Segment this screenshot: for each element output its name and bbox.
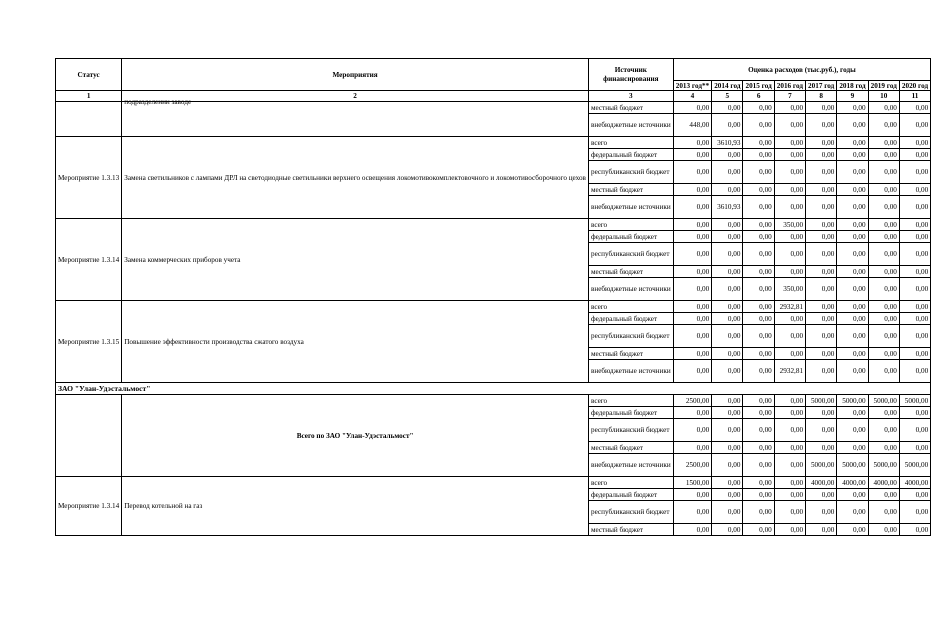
amount-cell: 0,00 xyxy=(806,524,837,536)
amount-cell: 0,00 xyxy=(806,419,837,442)
amount-cell: 0,00 xyxy=(774,196,805,219)
column-number: 1 xyxy=(56,91,122,102)
amount-cell: 5000,00 xyxy=(837,454,868,477)
column-number: 2 xyxy=(122,91,589,102)
event-status: Мероприятие 1.3.14 xyxy=(56,477,122,536)
amount-cell: 0,00 xyxy=(774,407,805,419)
amount-cell: 0,00 xyxy=(868,114,899,137)
amount-cell: 0,00 xyxy=(673,501,711,524)
amount-cell: 0,00 xyxy=(673,407,711,419)
amount-cell: 0,00 xyxy=(899,137,930,149)
amount-cell: 5000,00 xyxy=(806,395,837,407)
funding-source: внебюджетные источники xyxy=(588,454,673,477)
event-name: Повышение эффективности производства сжатого воздуха xyxy=(122,301,589,383)
amount-cell: 0,00 xyxy=(712,325,743,348)
amount-cell: 0,00 xyxy=(806,313,837,325)
amount-cell: 0,00 xyxy=(868,266,899,278)
funding-source: всего xyxy=(588,301,673,313)
amount-cell: 0,00 xyxy=(743,407,774,419)
amount-cell: 0,00 xyxy=(868,348,899,360)
amount-cell: 0,00 xyxy=(837,231,868,243)
amount-cell: 0,00 xyxy=(743,219,774,231)
org-total-label: Всего по ЗАО "Улан-Удэстальмост" xyxy=(122,395,589,477)
table-row xyxy=(56,301,931,313)
amount-cell: 5000,00 xyxy=(899,395,930,407)
amount-cell: 0,00 xyxy=(673,348,711,360)
amount-cell: 0,00 xyxy=(899,313,930,325)
amount-cell: 5000,00 xyxy=(868,395,899,407)
amount-cell: 0,00 xyxy=(743,301,774,313)
amount-cell: 0,00 xyxy=(868,442,899,454)
amount-cell: 0,00 xyxy=(806,301,837,313)
funding-source: местный бюджет xyxy=(588,348,673,360)
amount-cell: 0,00 xyxy=(774,313,805,325)
funding-source: местный бюджет xyxy=(588,524,673,536)
amount-cell: 0,00 xyxy=(837,114,868,137)
column-number: 6 xyxy=(743,91,774,102)
funding-source: внебюджетные источники xyxy=(588,278,673,301)
funding-source: республиканский бюджет xyxy=(588,161,673,184)
amount-cell: 0,00 xyxy=(837,102,868,114)
amount-cell: 0,00 xyxy=(837,419,868,442)
amount-cell: 0,00 xyxy=(743,266,774,278)
amount-cell: 0,00 xyxy=(837,524,868,536)
funding-source: внебюджетные источники xyxy=(588,114,673,137)
amount-cell: 0,00 xyxy=(774,489,805,501)
amount-cell: 0,00 xyxy=(774,102,805,114)
amount-cell: 0,00 xyxy=(806,231,837,243)
amount-cell: 0,00 xyxy=(899,442,930,454)
amount-cell: 0,00 xyxy=(743,102,774,114)
amount-cell: 0,00 xyxy=(899,407,930,419)
amount-cell: 0,00 xyxy=(837,266,868,278)
amount-cell: 0,00 xyxy=(868,501,899,524)
amount-cell: 0,00 xyxy=(712,301,743,313)
amount-cell: 350,00 xyxy=(774,219,805,231)
amount-cell: 0,00 xyxy=(712,477,743,489)
amount-cell: 0,00 xyxy=(868,149,899,161)
amount-cell: 0,00 xyxy=(712,442,743,454)
amount-cell: 0,00 xyxy=(899,301,930,313)
amount-cell: 0,00 xyxy=(743,196,774,219)
funding-source: федеральный бюджет xyxy=(588,231,673,243)
event-name: Перевод котельной на газ xyxy=(122,477,589,536)
header-source: Источник финансирования xyxy=(588,59,673,91)
amount-cell: 0,00 xyxy=(837,149,868,161)
amount-cell: 0,00 xyxy=(837,137,868,149)
funding-source: республиканский бюджет xyxy=(588,243,673,266)
amount-cell: 0,00 xyxy=(774,524,805,536)
amount-cell: 0,00 xyxy=(743,348,774,360)
amount-cell: 0,00 xyxy=(673,149,711,161)
amount-cell: 0,00 xyxy=(899,348,930,360)
amount-cell: 0,00 xyxy=(743,243,774,266)
amount-cell: 0,00 xyxy=(673,219,711,231)
org-row xyxy=(56,383,931,395)
amount-cell: 0,00 xyxy=(743,489,774,501)
funding-source: местный бюджет xyxy=(588,442,673,454)
amount-cell: 0,00 xyxy=(774,149,805,161)
amount-cell: 0,00 xyxy=(712,348,743,360)
amount-cell: 0,00 xyxy=(837,313,868,325)
amount-cell: 0,00 xyxy=(743,313,774,325)
amount-cell: 0,00 xyxy=(806,442,837,454)
amount-cell: 0,00 xyxy=(673,102,711,114)
amount-cell: 350,00 xyxy=(774,278,805,301)
funding-source: внебюджетные источники xyxy=(588,196,673,219)
amount-cell: 0,00 xyxy=(868,161,899,184)
amount-cell: 0,00 xyxy=(899,489,930,501)
event-name: Замена коммерческих приборов учета xyxy=(122,219,589,301)
amount-cell: 0,00 xyxy=(837,301,868,313)
amount-cell: 0,00 xyxy=(673,243,711,266)
amount-cell: 0,00 xyxy=(712,149,743,161)
amount-cell: 0,00 xyxy=(774,325,805,348)
event-status: Мероприятие 1.3.14 xyxy=(56,219,122,301)
amount-cell: 0,00 xyxy=(673,419,711,442)
amount-cell: 0,00 xyxy=(806,501,837,524)
amount-cell: 0,00 xyxy=(899,266,930,278)
amount-cell: 4000,00 xyxy=(806,477,837,489)
amount-cell: 0,00 xyxy=(837,360,868,383)
table-row xyxy=(56,102,931,114)
amount-cell: 0,00 xyxy=(774,442,805,454)
amount-cell: 0,00 xyxy=(868,325,899,348)
event-cell-cont xyxy=(122,98,589,137)
amount-cell: 0,00 xyxy=(743,419,774,442)
amount-cell: 0,00 xyxy=(774,161,805,184)
table-row xyxy=(56,395,931,407)
amount-cell: 0,00 xyxy=(899,219,930,231)
header-year: 2020 год xyxy=(899,81,930,91)
amount-cell: 0,00 xyxy=(673,524,711,536)
column-number: 3 xyxy=(588,91,673,102)
status-cell-cont xyxy=(56,102,122,137)
funding-source: всего xyxy=(588,477,673,489)
funding-source: внебюджетные источники xyxy=(588,360,673,383)
amount-cell: 0,00 xyxy=(712,219,743,231)
amount-cell: 0,00 xyxy=(743,395,774,407)
amount-cell: 0,00 xyxy=(868,301,899,313)
cut-event-text: подразделении заводе xyxy=(124,98,192,106)
amount-cell: 4000,00 xyxy=(868,477,899,489)
amount-cell: 0,00 xyxy=(712,454,743,477)
amount-cell: 0,00 xyxy=(868,419,899,442)
amount-cell: 0,00 xyxy=(806,219,837,231)
event-status: Мероприятие 1.3.13 xyxy=(56,137,122,219)
amount-cell: 0,00 xyxy=(868,231,899,243)
funding-source: местный бюджет xyxy=(588,184,673,196)
amount-cell: 5000,00 xyxy=(837,395,868,407)
amount-cell: 0,00 xyxy=(712,360,743,383)
amount-cell: 0,00 xyxy=(837,489,868,501)
amount-cell: 0,00 xyxy=(774,477,805,489)
status-cell-empty xyxy=(56,395,122,477)
amount-cell: 0,00 xyxy=(743,477,774,489)
header-year: 2017 год xyxy=(806,81,837,91)
amount-cell: 0,00 xyxy=(837,219,868,231)
amount-cell: 0,00 xyxy=(806,114,837,137)
amount-cell: 0,00 xyxy=(806,149,837,161)
table-row xyxy=(56,219,931,231)
amount-cell: 0,00 xyxy=(806,348,837,360)
amount-cell: 0,00 xyxy=(868,196,899,219)
funding-source: республиканский бюджет xyxy=(588,325,673,348)
amount-cell: 4000,00 xyxy=(837,477,868,489)
amount-cell: 0,00 xyxy=(673,325,711,348)
amount-cell: 0,00 xyxy=(673,161,711,184)
amount-cell: 3610,93 xyxy=(712,196,743,219)
funding-source: республиканский бюджет xyxy=(588,419,673,442)
amount-cell: 0,00 xyxy=(743,454,774,477)
amount-cell: 0,00 xyxy=(806,266,837,278)
column-number: 5 xyxy=(712,91,743,102)
amount-cell: 0,00 xyxy=(837,161,868,184)
amount-cell: 0,00 xyxy=(712,278,743,301)
amount-cell: 0,00 xyxy=(673,442,711,454)
amount-cell: 0,00 xyxy=(899,524,930,536)
amount-cell: 0,00 xyxy=(743,161,774,184)
amount-cell: 1500,00 xyxy=(673,477,711,489)
amount-cell: 0,00 xyxy=(899,102,930,114)
funding-source: местный бюджет xyxy=(588,266,673,278)
amount-cell: 0,00 xyxy=(806,489,837,501)
column-number: 8 xyxy=(806,91,837,102)
amount-cell: 0,00 xyxy=(712,161,743,184)
amount-cell: 0,00 xyxy=(837,348,868,360)
amount-cell: 0,00 xyxy=(806,137,837,149)
amount-cell: 0,00 xyxy=(743,360,774,383)
amount-cell: 0,00 xyxy=(899,325,930,348)
funding-source: федеральный бюджет xyxy=(588,489,673,501)
amount-cell: 0,00 xyxy=(712,266,743,278)
amount-cell: 0,00 xyxy=(868,360,899,383)
amount-cell: 0,00 xyxy=(712,489,743,501)
table-row xyxy=(56,137,931,149)
amount-cell: 0,00 xyxy=(899,419,930,442)
funding-source: всего xyxy=(588,219,673,231)
amount-cell: 0,00 xyxy=(673,196,711,219)
amount-cell: 4000,00 xyxy=(899,477,930,489)
funding-source: федеральный бюджет xyxy=(588,313,673,325)
amount-cell: 0,00 xyxy=(868,102,899,114)
header-status: Статус xyxy=(56,59,122,91)
funding-source: республиканский бюджет xyxy=(588,501,673,524)
amount-cell: 0,00 xyxy=(774,395,805,407)
amount-cell: 0,00 xyxy=(712,102,743,114)
amount-cell: 2500,00 xyxy=(673,395,711,407)
amount-cell: 0,00 xyxy=(806,360,837,383)
amount-cell: 0,00 xyxy=(712,184,743,196)
funding-source: всего xyxy=(588,137,673,149)
amount-cell: 0,00 xyxy=(806,161,837,184)
amount-cell: 0,00 xyxy=(743,442,774,454)
table-row xyxy=(56,477,931,489)
amount-cell: 0,00 xyxy=(899,196,930,219)
amount-cell: 0,00 xyxy=(774,137,805,149)
header-year: 2016 год xyxy=(774,81,805,91)
amount-cell: 0,00 xyxy=(899,243,930,266)
header-year: 2018 год xyxy=(837,81,868,91)
amount-cell: 0,00 xyxy=(837,243,868,266)
amount-cell: 0,00 xyxy=(868,219,899,231)
amount-cell: 0,00 xyxy=(899,278,930,301)
header-estimate: Оценка расходов (тыс.руб.), годы xyxy=(673,59,930,81)
amount-cell: 0,00 xyxy=(712,395,743,407)
amount-cell: 0,00 xyxy=(774,419,805,442)
amount-cell: 0,00 xyxy=(837,325,868,348)
amount-cell: 0,00 xyxy=(743,278,774,301)
amount-cell: 2932,81 xyxy=(774,301,805,313)
amount-cell: 0,00 xyxy=(899,184,930,196)
amount-cell: 0,00 xyxy=(837,501,868,524)
header-year: 2013 год** xyxy=(673,81,711,91)
funding-source: федеральный бюджет xyxy=(588,407,673,419)
amount-cell: 0,00 xyxy=(868,407,899,419)
amount-cell: 2500,00 xyxy=(673,454,711,477)
amount-cell: 0,00 xyxy=(743,114,774,137)
amount-cell: 0,00 xyxy=(837,184,868,196)
amount-cell: 5000,00 xyxy=(899,454,930,477)
event-name: Замена светильников с лампами ДРЛ на светодиодные светильники верхнего освещения локомотивокомплектовочного и локомотивосборочного цехов xyxy=(122,137,589,219)
amount-cell: 0,00 xyxy=(774,184,805,196)
amount-cell: 0,00 xyxy=(806,407,837,419)
amount-cell: 0,00 xyxy=(806,102,837,114)
expenditure-table xyxy=(55,58,931,536)
amount-cell: 0,00 xyxy=(899,161,930,184)
amount-cell: 0,00 xyxy=(806,278,837,301)
event-status: Мероприятие 1.3.15 xyxy=(56,301,122,383)
amount-cell: 0,00 xyxy=(673,184,711,196)
amount-cell: 0,00 xyxy=(743,524,774,536)
amount-cell: 0,00 xyxy=(774,243,805,266)
amount-cell: 0,00 xyxy=(673,489,711,501)
amount-cell: 0,00 xyxy=(837,278,868,301)
header-events: Мероприятия xyxy=(122,59,589,91)
amount-cell: 0,00 xyxy=(673,231,711,243)
column-number: 9 xyxy=(837,91,868,102)
amount-cell: 0,00 xyxy=(712,407,743,419)
amount-cell: 0,00 xyxy=(712,419,743,442)
amount-cell: 0,00 xyxy=(712,524,743,536)
amount-cell: 0,00 xyxy=(868,137,899,149)
amount-cell: 0,00 xyxy=(743,137,774,149)
header-year: 2014 год xyxy=(712,81,743,91)
org-title: ЗАО "Улан-Удэстальмост" xyxy=(56,383,931,395)
amount-cell: 0,00 xyxy=(837,442,868,454)
amount-cell: 0,00 xyxy=(868,278,899,301)
amount-cell: 0,00 xyxy=(774,266,805,278)
amount-cell: 0,00 xyxy=(774,454,805,477)
amount-cell: 0,00 xyxy=(899,231,930,243)
amount-cell: 0,00 xyxy=(806,184,837,196)
amount-cell: 0,00 xyxy=(899,114,930,137)
amount-cell: 0,00 xyxy=(673,360,711,383)
amount-cell: 0,00 xyxy=(712,114,743,137)
column-number: 11 xyxy=(899,91,930,102)
amount-cell: 0,00 xyxy=(712,313,743,325)
amount-cell: 0,00 xyxy=(868,524,899,536)
amount-cell: 0,00 xyxy=(774,114,805,137)
amount-cell: 0,00 xyxy=(868,243,899,266)
amount-cell: 3610,93 xyxy=(712,137,743,149)
amount-cell: 0,00 xyxy=(899,501,930,524)
amount-cell: 448,00 xyxy=(673,114,711,137)
column-number: 7 xyxy=(774,91,805,102)
amount-cell: 0,00 xyxy=(743,184,774,196)
amount-cell: 0,00 xyxy=(712,231,743,243)
amount-cell: 0,00 xyxy=(774,501,805,524)
amount-cell: 0,00 xyxy=(774,348,805,360)
amount-cell: 0,00 xyxy=(673,301,711,313)
amount-cell: 5000,00 xyxy=(868,454,899,477)
amount-cell: 0,00 xyxy=(673,137,711,149)
amount-cell: 0,00 xyxy=(899,360,930,383)
amount-cell: 0,00 xyxy=(806,325,837,348)
funding-source: местный бюджет xyxy=(588,102,673,114)
header-year: 2015 год xyxy=(743,81,774,91)
amount-cell: 0,00 xyxy=(743,325,774,348)
amount-cell: 0,00 xyxy=(868,313,899,325)
amount-cell: 0,00 xyxy=(743,149,774,161)
funding-source: федеральный бюджет xyxy=(588,149,673,161)
column-number: 10 xyxy=(868,91,899,102)
header-year: 2019 год xyxy=(868,81,899,91)
column-number: 4 xyxy=(673,91,711,102)
amount-cell: 0,00 xyxy=(673,266,711,278)
amount-cell: 0,00 xyxy=(806,196,837,219)
amount-cell: 0,00 xyxy=(806,243,837,266)
amount-cell: 0,00 xyxy=(868,489,899,501)
amount-cell: 0,00 xyxy=(712,501,743,524)
amount-cell: 0,00 xyxy=(868,184,899,196)
amount-cell: 0,00 xyxy=(837,196,868,219)
amount-cell: 5000,00 xyxy=(806,454,837,477)
amount-cell: 0,00 xyxy=(774,231,805,243)
amount-cell: 0,00 xyxy=(712,243,743,266)
funding-source: всего xyxy=(588,395,673,407)
amount-cell: 0,00 xyxy=(899,149,930,161)
amount-cell: 0,00 xyxy=(743,501,774,524)
amount-cell: 0,00 xyxy=(837,407,868,419)
amount-cell: 0,00 xyxy=(743,231,774,243)
amount-cell: 0,00 xyxy=(673,278,711,301)
amount-cell: 0,00 xyxy=(673,313,711,325)
amount-cell: 2932,81 xyxy=(774,360,805,383)
